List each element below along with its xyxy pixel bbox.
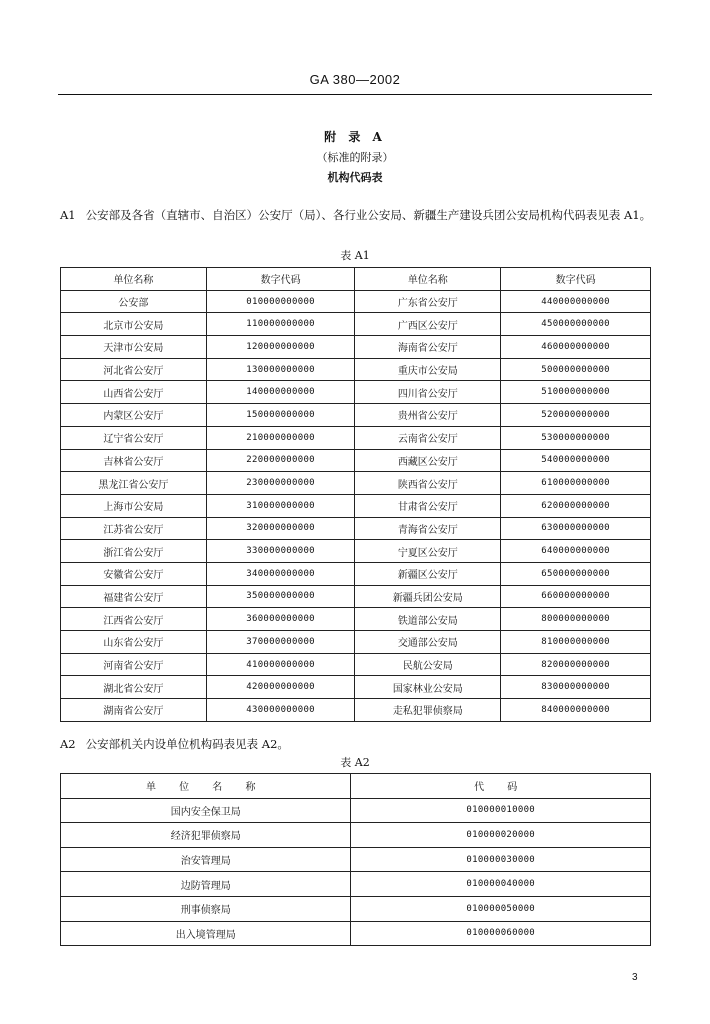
table-row bbox=[61, 872, 651, 897]
code-cell: 840000000000 bbox=[501, 699, 651, 722]
table-row bbox=[61, 608, 651, 631]
table-row bbox=[61, 699, 651, 722]
code-cell: 010000060000 bbox=[351, 921, 651, 946]
unit-name-cell: 民航公安局 bbox=[355, 653, 501, 676]
table-a1-caption: 表 A1 bbox=[340, 249, 370, 262]
unit-name-cell: 陕西省公安厅 bbox=[355, 472, 501, 495]
unit-name-cell: 公安部 bbox=[61, 290, 207, 313]
table-row bbox=[61, 540, 651, 563]
unit-name-cell: 国内安全保卫局 bbox=[61, 798, 351, 823]
table-a1 bbox=[60, 267, 651, 722]
code-cell: 310000000000 bbox=[206, 494, 355, 517]
code-cell: 450000000000 bbox=[501, 313, 651, 336]
table-row bbox=[61, 847, 651, 872]
standard-code: GA 380—2002 bbox=[309, 72, 401, 87]
unit-name-cell: 江苏省公安厅 bbox=[61, 517, 207, 540]
table-row bbox=[61, 381, 651, 404]
code-cell: 010000000000 bbox=[206, 290, 355, 313]
appendix-subtitle: （标准的附录） bbox=[316, 151, 394, 164]
unit-name-cell: 重庆市公安局 bbox=[355, 358, 501, 381]
unit-name-cell: 青海省公安厅 bbox=[355, 517, 501, 540]
unit-name-cell: 铁道部公安局 bbox=[355, 608, 501, 631]
table-row bbox=[61, 404, 651, 427]
table-row bbox=[61, 921, 651, 946]
unit-name-cell: 走私犯罪侦察局 bbox=[355, 699, 501, 722]
unit-name-cell: 新疆兵团公安局 bbox=[355, 585, 501, 608]
unit-name-cell: 江西省公安厅 bbox=[61, 608, 207, 631]
code-cell: 340000000000 bbox=[206, 562, 355, 585]
table-row bbox=[61, 517, 651, 540]
clause-number: A1 bbox=[60, 208, 76, 222]
code-cell: 370000000000 bbox=[206, 631, 355, 654]
code-cell: 540000000000 bbox=[501, 449, 651, 472]
unit-name-cell: 新疆区公安厅 bbox=[355, 562, 501, 585]
table-row bbox=[61, 449, 651, 472]
code-cell: 810000000000 bbox=[501, 631, 651, 654]
table-row bbox=[61, 358, 651, 381]
code-cell: 530000000000 bbox=[501, 426, 651, 449]
unit-name-cell: 黑龙江省公安厅 bbox=[61, 472, 207, 495]
code-cell: 830000000000 bbox=[501, 676, 651, 699]
table-row bbox=[61, 472, 651, 495]
clause-text: 公安部及各省（直辖市、自治区）公安厅（局）、各行业公安局、新疆生产建设兵团公安局机构代码表见表 A1。 bbox=[85, 208, 652, 222]
table-row bbox=[61, 336, 651, 359]
table-row bbox=[61, 823, 651, 848]
unit-name-cell: 北京市公安局 bbox=[61, 313, 207, 336]
code-cell: 150000000000 bbox=[206, 404, 355, 427]
unit-name-cell: 安徽省公安厅 bbox=[61, 562, 207, 585]
code-cell: 010000050000 bbox=[351, 896, 651, 921]
table-row bbox=[61, 313, 651, 336]
table-row bbox=[61, 494, 651, 517]
code-cell: 800000000000 bbox=[501, 608, 651, 631]
code-cell: 460000000000 bbox=[501, 336, 651, 359]
appendix-table-name: 机构代码表 bbox=[327, 171, 383, 184]
code-cell: 010000010000 bbox=[351, 798, 651, 823]
unit-name-cell: 山东省公安厅 bbox=[61, 631, 207, 654]
code-cell: 610000000000 bbox=[501, 472, 651, 495]
unit-name-cell: 西藏区公安厅 bbox=[355, 449, 501, 472]
table-header-row bbox=[61, 774, 651, 799]
column-header: 代 码 bbox=[351, 774, 651, 799]
unit-name-cell: 广东省公安厅 bbox=[355, 290, 501, 313]
code-cell: 440000000000 bbox=[501, 290, 651, 313]
unit-name-cell: 边防管理局 bbox=[61, 872, 351, 897]
unit-name-cell: 内蒙区公安厅 bbox=[61, 404, 207, 427]
unit-name-cell: 贵州省公安厅 bbox=[355, 404, 501, 427]
unit-name-cell: 宁夏区公安厅 bbox=[355, 540, 501, 563]
column-header: 单 位 名 称 bbox=[61, 774, 351, 799]
code-cell: 520000000000 bbox=[501, 404, 651, 427]
column-header: 单位名称 bbox=[355, 268, 501, 291]
unit-name-cell: 交通部公安局 bbox=[355, 631, 501, 654]
code-cell: 140000000000 bbox=[206, 381, 355, 404]
code-cell: 130000000000 bbox=[206, 358, 355, 381]
code-cell: 110000000000 bbox=[206, 313, 355, 336]
unit-name-cell: 湖北省公安厅 bbox=[61, 676, 207, 699]
code-cell: 630000000000 bbox=[501, 517, 651, 540]
table-row bbox=[61, 290, 651, 313]
unit-name-cell: 甘肃省公安厅 bbox=[355, 494, 501, 517]
code-cell: 430000000000 bbox=[206, 699, 355, 722]
table-row bbox=[61, 676, 651, 699]
header-rule bbox=[58, 94, 652, 95]
unit-name-cell: 山西省公安厅 bbox=[61, 381, 207, 404]
unit-name-cell: 河北省公安厅 bbox=[61, 358, 207, 381]
unit-name-cell: 湖南省公安厅 bbox=[61, 699, 207, 722]
code-cell: 420000000000 bbox=[206, 676, 355, 699]
page-number: 3 bbox=[632, 972, 638, 983]
code-cell: 010000020000 bbox=[351, 823, 651, 848]
table-a2-caption: 表 A2 bbox=[340, 756, 370, 769]
unit-name-cell: 河南省公安厅 bbox=[61, 653, 207, 676]
code-cell: 220000000000 bbox=[206, 449, 355, 472]
code-cell: 510000000000 bbox=[501, 381, 651, 404]
column-header: 数字代码 bbox=[501, 268, 651, 291]
unit-name-cell: 辽宁省公安厅 bbox=[61, 426, 207, 449]
appendix-title: 附 录 A bbox=[324, 130, 386, 144]
clause-a2 bbox=[60, 734, 656, 754]
unit-name-cell: 吉林省公安厅 bbox=[61, 449, 207, 472]
code-cell: 640000000000 bbox=[501, 540, 651, 563]
unit-name-cell: 上海市公安局 bbox=[61, 494, 207, 517]
unit-name-cell: 出入境管理局 bbox=[61, 921, 351, 946]
code-cell: 320000000000 bbox=[206, 517, 355, 540]
unit-name-cell: 云南省公安厅 bbox=[355, 426, 501, 449]
code-cell: 410000000000 bbox=[206, 653, 355, 676]
code-cell: 120000000000 bbox=[206, 336, 355, 359]
table-row bbox=[61, 426, 651, 449]
column-header: 单位名称 bbox=[61, 268, 207, 291]
unit-name-cell: 四川省公安厅 bbox=[355, 381, 501, 404]
column-header: 数字代码 bbox=[206, 268, 355, 291]
clause-number: A2 bbox=[60, 737, 76, 751]
table-a2 bbox=[60, 773, 651, 946]
unit-name-cell: 刑事侦察局 bbox=[61, 896, 351, 921]
code-cell: 620000000000 bbox=[501, 494, 651, 517]
unit-name-cell: 浙江省公安厅 bbox=[61, 540, 207, 563]
code-cell: 010000030000 bbox=[351, 847, 651, 872]
unit-name-cell: 海南省公安厅 bbox=[355, 336, 501, 359]
code-cell: 230000000000 bbox=[206, 472, 355, 495]
code-cell: 660000000000 bbox=[501, 585, 651, 608]
unit-name-cell: 国家林业公安局 bbox=[355, 676, 501, 699]
unit-name-cell: 经济犯罪侦察局 bbox=[61, 823, 351, 848]
unit-name-cell: 福建省公安厅 bbox=[61, 585, 207, 608]
code-cell: 330000000000 bbox=[206, 540, 355, 563]
code-cell: 820000000000 bbox=[501, 653, 651, 676]
unit-name-cell: 治安管理局 bbox=[61, 847, 351, 872]
clause-a1 bbox=[60, 205, 656, 225]
table-row bbox=[61, 585, 651, 608]
code-cell: 360000000000 bbox=[206, 608, 355, 631]
table-row bbox=[61, 631, 651, 654]
code-cell: 500000000000 bbox=[501, 358, 651, 381]
table-header-row bbox=[61, 268, 651, 291]
table-row bbox=[61, 798, 651, 823]
code-cell: 010000040000 bbox=[351, 872, 651, 897]
table-row bbox=[61, 653, 651, 676]
unit-name-cell: 广西区公安厅 bbox=[355, 313, 501, 336]
code-cell: 350000000000 bbox=[206, 585, 355, 608]
table-row bbox=[61, 896, 651, 921]
unit-name-cell: 天津市公安局 bbox=[61, 336, 207, 359]
code-cell: 650000000000 bbox=[501, 562, 651, 585]
clause-text: 公安部机关内设单位机构码表见表 A2。 bbox=[85, 737, 289, 751]
code-cell: 210000000000 bbox=[206, 426, 355, 449]
table-row bbox=[61, 562, 651, 585]
